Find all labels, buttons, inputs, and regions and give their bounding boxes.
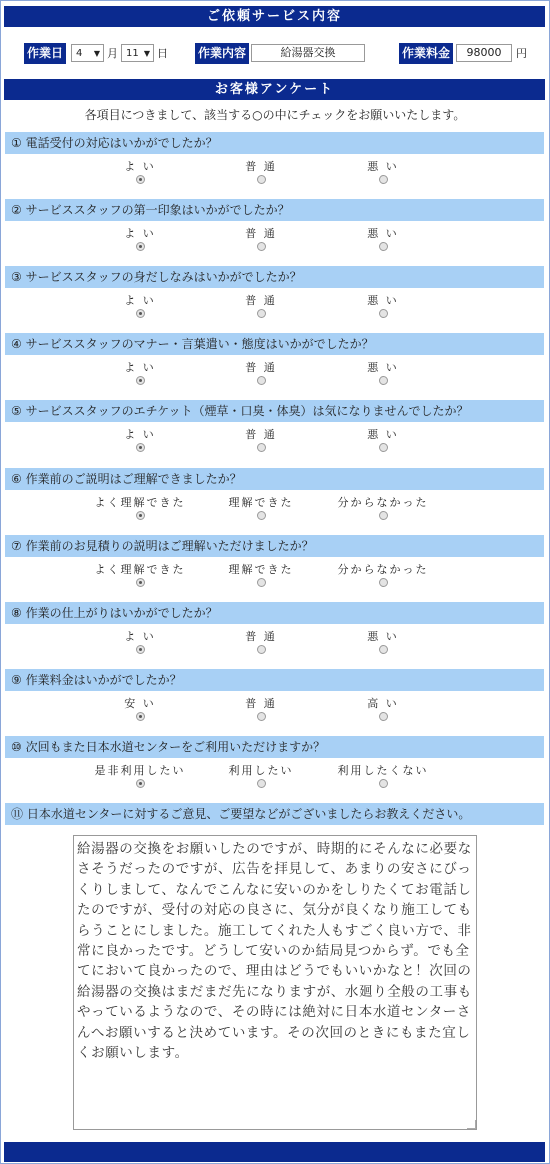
option-label: 分からなかった xyxy=(337,495,429,509)
option-label: 理解できた xyxy=(228,495,294,509)
radio-button[interactable] xyxy=(136,443,145,452)
question-5-option[interactable] xyxy=(201,428,321,452)
option-label: 悪 い xyxy=(367,629,399,643)
work-fee-label: 作業料金 xyxy=(399,43,453,64)
option-label: 普 通 xyxy=(245,160,277,173)
question-11-header: ⑪ 日本水道センターに対するご意見、ご要望などがございましたらお教えください。 xyxy=(5,803,544,825)
radio-button[interactable] xyxy=(136,309,145,318)
question-8-option[interactable] xyxy=(80,630,200,654)
question-5-option[interactable] xyxy=(323,428,443,452)
month-value: 4 xyxy=(76,48,83,59)
question-4-option[interactable] xyxy=(323,361,443,385)
option-label: よ い xyxy=(124,361,156,375)
radio-button[interactable] xyxy=(136,175,145,184)
question-7-option[interactable] xyxy=(201,563,321,587)
radio-button[interactable] xyxy=(379,175,388,184)
option-label: 普 通 xyxy=(245,294,277,308)
question-1-option[interactable] xyxy=(323,160,443,184)
radio-button[interactable] xyxy=(379,309,388,318)
question-8-option[interactable] xyxy=(323,630,443,654)
question-8-header: ⑧ 作業の仕上がりはいかがでしたか？ xyxy=(5,602,544,624)
question-9-option[interactable] xyxy=(80,697,200,721)
question-4-header: ④ サービススタッフのマナー・言葉遣い・態度はいかがでしたか？ xyxy=(5,333,544,355)
option-label: よ い xyxy=(124,160,156,173)
radio-button[interactable] xyxy=(257,309,266,318)
radio-button[interactable] xyxy=(379,578,388,587)
radio-button[interactable] xyxy=(379,443,388,452)
question-3-header: ③ サービススタッフの身だしなみはいかがでしたか？ xyxy=(5,266,544,288)
question-8-option[interactable] xyxy=(201,630,321,654)
question-5-header: ⑤ サービススタッフのエチケット（煙草・口臭・体臭）は気になりませんでしたか？ xyxy=(5,400,544,422)
question-1-option[interactable] xyxy=(80,160,200,184)
radio-button[interactable] xyxy=(257,175,266,184)
radio-button[interactable] xyxy=(257,511,266,520)
question-9-option[interactable] xyxy=(201,697,321,721)
question-7-header: ⑦ 作業前のお見積りの説明はご理解いただけましたか？ xyxy=(5,535,544,557)
question-2-option[interactable] xyxy=(201,227,321,251)
survey-section-header: お客様アンケート xyxy=(4,79,545,100)
option-label: 利用したくない xyxy=(337,763,429,777)
question-1-header: ① 電話受付の対応はいかがでしたか？ xyxy=(5,132,544,154)
radio-button[interactable] xyxy=(136,712,145,721)
option-label: 悪 い xyxy=(367,294,399,308)
option-label: 普 通 xyxy=(245,629,277,643)
question-6-header: ⑥ 作業前のご説明はご理解できましたか？ xyxy=(5,468,544,490)
day-value: 11 xyxy=(126,48,139,59)
option-label: よ い xyxy=(124,227,156,241)
question-10-option[interactable] xyxy=(80,764,200,788)
work-content-label: 作業内容 xyxy=(195,43,249,64)
radio-button[interactable] xyxy=(379,511,388,520)
option-label: 理解できた xyxy=(228,562,294,576)
radio-button[interactable] xyxy=(136,578,145,587)
option-label: 普 通 xyxy=(245,227,277,241)
question-9-option[interactable] xyxy=(323,697,443,721)
radio-button[interactable] xyxy=(257,578,266,587)
chevron-down-icon: ▼ xyxy=(143,49,150,58)
question-10-header: ⑩ 次回もまた日本水道センターをご利用いただけますか？ xyxy=(5,736,544,758)
radio-button[interactable] xyxy=(136,511,145,520)
radio-button[interactable] xyxy=(379,376,388,385)
radio-button[interactable] xyxy=(379,712,388,721)
option-label: 悪 い xyxy=(367,160,399,173)
radio-button[interactable] xyxy=(136,242,145,251)
question-3-option[interactable] xyxy=(201,294,321,318)
resize-handle-icon[interactable] xyxy=(467,1120,476,1129)
option-label: よ い xyxy=(124,428,156,442)
radio-button[interactable] xyxy=(257,242,266,251)
question-4-option[interactable] xyxy=(201,361,321,385)
option-label: 悪 い xyxy=(367,428,399,442)
radio-button[interactable] xyxy=(257,779,266,788)
question-10-option[interactable] xyxy=(323,764,443,788)
fee-unit: 円 xyxy=(516,47,527,60)
question-7-option[interactable] xyxy=(80,563,200,587)
option-label: 分からなかった xyxy=(337,562,429,576)
radio-button[interactable] xyxy=(257,645,266,654)
question-2-header: ② サービススタッフの第一印象はいかがでしたか？ xyxy=(5,199,544,221)
option-label: 高 い xyxy=(367,696,399,710)
question-6-option[interactable] xyxy=(80,496,200,520)
question-7-option[interactable] xyxy=(323,563,443,587)
question-2-option[interactable] xyxy=(80,227,200,251)
question-3-option[interactable] xyxy=(323,294,443,318)
option-label: 利用したい xyxy=(228,763,294,777)
question-6-option[interactable] xyxy=(323,496,443,520)
month-select[interactable] xyxy=(71,44,104,62)
day-unit: 日 xyxy=(157,47,168,60)
footer-bar xyxy=(4,1142,545,1162)
radio-button[interactable] xyxy=(379,242,388,251)
radio-button[interactable] xyxy=(379,645,388,654)
option-label: 悪 い xyxy=(367,227,399,241)
question-9-header: ⑨ 作業料金はいかがでしたか？ xyxy=(5,669,544,691)
radio-button[interactable] xyxy=(257,712,266,721)
chevron-down-icon: ▼ xyxy=(93,49,100,58)
month-unit: 月 xyxy=(107,47,118,60)
option-label: 普 通 xyxy=(245,428,277,442)
radio-button[interactable] xyxy=(379,779,388,788)
question-6-option[interactable] xyxy=(201,496,321,520)
option-label: 普 通 xyxy=(245,361,277,375)
work-content-field[interactable]: 給湯器交換 xyxy=(251,44,365,62)
work-date-label: 作業日 xyxy=(24,43,66,64)
option-label: よ い xyxy=(124,294,156,308)
question-1-option[interactable] xyxy=(201,160,321,184)
radio-button[interactable] xyxy=(136,376,145,385)
day-select[interactable] xyxy=(121,44,154,62)
radio-button[interactable] xyxy=(136,645,145,654)
question-4-option[interactable] xyxy=(80,361,200,385)
question-3-option[interactable] xyxy=(80,294,200,318)
option-label: 普 通 xyxy=(245,696,277,710)
work-fee-field[interactable]: 98000 xyxy=(456,44,512,62)
survey-instructions: 各項目につきまして、該当する○の中にチェックをお願いいたします。 xyxy=(84,108,466,122)
option-label: よく理解できた xyxy=(94,562,186,576)
radio-button[interactable] xyxy=(136,779,145,788)
question-5-option[interactable] xyxy=(80,428,200,452)
radio-button[interactable] xyxy=(257,443,266,452)
option-label: よく理解できた xyxy=(94,495,186,509)
option-label: 是非利用したい xyxy=(94,763,186,777)
question-10-option[interactable] xyxy=(201,764,321,788)
radio-button[interactable] xyxy=(257,376,266,385)
comment-textarea[interactable]: 給湯器の交換をお願いしたのですが、時期的にそんなに必要なさそうだったのですが、広告を拝見して、あまりの安さにびっくりしまして、なんでこんなに安いのかをしりたくてお電話したのですが、受付の対応の良さに、気分が良くなり施工してもらうことにしました。施工してくれた人もすごく良い方で、非常に良かったです。どうして安いのか結局見つからず。でも全てにおいて良かったので、理由はどうでもいいかなと！次回の給湯器の交換はまだまだ先になりますが、水廻り全般の工事もやっているようなので、その時には絶対に日本水道センターさんへお願いすると決めています。その次回のときにもまた宜しくお願いします。 xyxy=(73,835,477,1130)
service-section-header: ご依頼サービス内容 xyxy=(4,6,545,27)
option-label: 悪 い xyxy=(367,361,399,375)
option-label: 安 い xyxy=(124,696,156,710)
work-info-row xyxy=(0,42,550,66)
option-label: よ い xyxy=(124,629,156,643)
question-2-option[interactable] xyxy=(323,227,443,251)
